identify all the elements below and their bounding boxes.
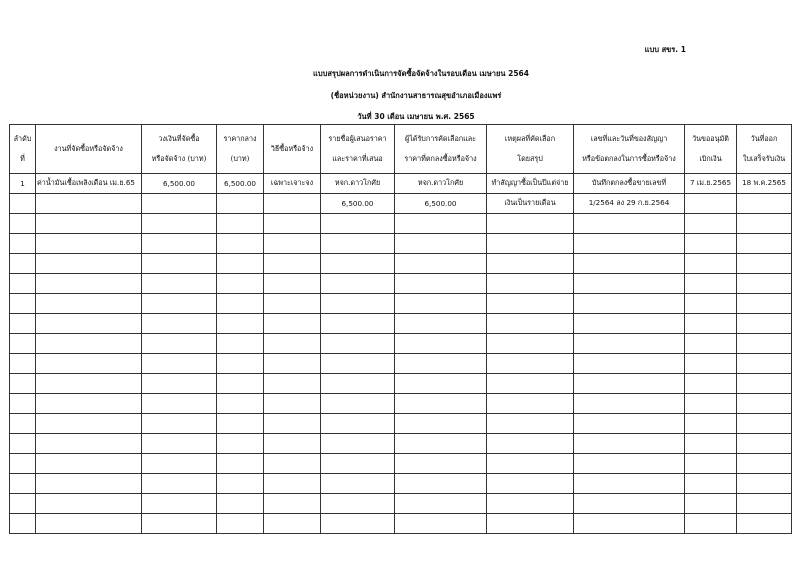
table-cell bbox=[264, 314, 321, 334]
report-date: วันที่ 30 เดือน เมษายน พ.ศ. 2565 bbox=[357, 112, 475, 121]
table-cell bbox=[36, 354, 142, 374]
table-cell bbox=[10, 234, 36, 254]
table-cell bbox=[685, 514, 737, 534]
table-row bbox=[10, 454, 792, 474]
table-cell bbox=[574, 454, 685, 474]
table-cell bbox=[10, 334, 36, 354]
table-cell bbox=[487, 234, 574, 254]
table-cell bbox=[321, 214, 395, 234]
table-cell bbox=[685, 194, 737, 214]
column-header-line: ที่ bbox=[20, 154, 25, 163]
table-row bbox=[10, 294, 792, 314]
table-cell bbox=[487, 454, 574, 474]
table-cell: หจก.ดาวโกศัย bbox=[395, 174, 487, 194]
table-cell bbox=[264, 354, 321, 374]
table-cell bbox=[264, 334, 321, 354]
table-cell bbox=[737, 514, 792, 534]
table-cell bbox=[217, 334, 264, 354]
table-cell bbox=[487, 494, 574, 514]
table-cell bbox=[395, 314, 487, 334]
table-cell bbox=[36, 334, 142, 354]
table-cell bbox=[487, 374, 574, 394]
table-cell bbox=[685, 414, 737, 434]
table-cell bbox=[264, 514, 321, 534]
table-cell bbox=[321, 414, 395, 434]
table-cell bbox=[321, 234, 395, 254]
table-cell bbox=[10, 414, 36, 434]
table-cell bbox=[737, 434, 792, 454]
table-cell bbox=[685, 334, 737, 354]
table-cell bbox=[395, 474, 487, 494]
table-cell bbox=[142, 274, 217, 294]
table-cell bbox=[321, 274, 395, 294]
table-cell bbox=[10, 194, 36, 214]
table-cell bbox=[321, 354, 395, 374]
table-cell bbox=[395, 254, 487, 274]
table-cell: หจก.ดาวโกศัย bbox=[321, 174, 395, 194]
table-cell: เฉพาะเจาะจง bbox=[264, 174, 321, 194]
column-header-line: รายชื่อผู้เสนอราคา bbox=[328, 134, 387, 143]
table-cell bbox=[321, 514, 395, 534]
header-item bbox=[36, 125, 142, 174]
table-cell bbox=[10, 294, 36, 314]
table-cell bbox=[487, 354, 574, 374]
column-header-line: ลำดับ bbox=[13, 134, 32, 143]
table-cell bbox=[574, 354, 685, 374]
header-contract bbox=[574, 125, 685, 174]
table-cell bbox=[487, 514, 574, 534]
table-cell bbox=[574, 254, 685, 274]
table-cell bbox=[217, 494, 264, 514]
table-cell bbox=[321, 454, 395, 474]
table-cell bbox=[264, 234, 321, 254]
table-cell bbox=[574, 434, 685, 454]
table-cell bbox=[217, 354, 264, 374]
table-cell bbox=[142, 254, 217, 274]
table-cell bbox=[487, 334, 574, 354]
table-cell bbox=[574, 394, 685, 414]
table-cell bbox=[264, 434, 321, 454]
column-header-line: เหตุผลที่คัดเลือก bbox=[504, 134, 556, 143]
table-cell bbox=[487, 474, 574, 494]
table-cell bbox=[685, 214, 737, 234]
table-cell: 7 เม.ย.2565 bbox=[685, 174, 737, 194]
table-cell bbox=[395, 274, 487, 294]
table-cell: ทำสัญญาซื้อเป็นปีแต่จ่าย bbox=[487, 174, 574, 194]
table-row bbox=[10, 494, 792, 514]
table-cell bbox=[142, 494, 217, 514]
table-cell bbox=[737, 254, 792, 274]
table-cell bbox=[217, 214, 264, 234]
table-cell bbox=[487, 294, 574, 314]
table-cell bbox=[737, 214, 792, 234]
table-row bbox=[10, 514, 792, 534]
table-cell bbox=[685, 254, 737, 274]
table-header-row bbox=[10, 125, 792, 174]
table-cell bbox=[737, 474, 792, 494]
table-cell bbox=[321, 434, 395, 454]
table-cell bbox=[142, 414, 217, 434]
table-row bbox=[10, 194, 792, 214]
table-row bbox=[10, 234, 792, 254]
table-cell bbox=[142, 194, 217, 214]
table-cell bbox=[10, 314, 36, 334]
table-cell bbox=[10, 434, 36, 454]
header-budget bbox=[142, 125, 217, 174]
table-cell bbox=[395, 234, 487, 254]
table-cell bbox=[36, 374, 142, 394]
table-body bbox=[10, 174, 792, 534]
table-cell bbox=[264, 454, 321, 474]
table-cell bbox=[685, 434, 737, 454]
table-cell bbox=[487, 394, 574, 414]
table-cell: 1 bbox=[10, 174, 36, 194]
table-cell bbox=[487, 274, 574, 294]
column-header-line: หรือจัดจ้าง (บาท) bbox=[151, 154, 207, 163]
table-cell bbox=[395, 514, 487, 534]
table-cell bbox=[685, 314, 737, 334]
table-cell bbox=[10, 254, 36, 274]
table-cell bbox=[36, 294, 142, 314]
column-header-line: วงเงินที่จัดซื้อ bbox=[158, 134, 200, 143]
table-cell bbox=[737, 274, 792, 294]
table-cell bbox=[217, 414, 264, 434]
table-cell bbox=[142, 454, 217, 474]
table-cell bbox=[217, 234, 264, 254]
header-reason bbox=[487, 125, 574, 174]
table-cell bbox=[574, 314, 685, 334]
table-cell bbox=[36, 494, 142, 514]
table-cell bbox=[217, 454, 264, 474]
table-cell bbox=[737, 414, 792, 434]
column-header-line: ราคากลาง bbox=[223, 134, 257, 143]
table-cell bbox=[142, 294, 217, 314]
table-cell bbox=[574, 334, 685, 354]
table-cell bbox=[737, 354, 792, 374]
table-cell bbox=[217, 474, 264, 494]
table-cell bbox=[685, 454, 737, 474]
table-cell bbox=[574, 274, 685, 294]
table-row bbox=[10, 394, 792, 414]
table-cell bbox=[10, 454, 36, 474]
table-cell: 6,500.00 bbox=[395, 194, 487, 214]
column-header-line: และราคาที่เสนอ bbox=[332, 154, 383, 163]
table-cell: 6,500.00 bbox=[217, 174, 264, 194]
table-cell bbox=[264, 194, 321, 214]
column-header-line: หรือข้อตกลงในการซื้อหรือจ้าง bbox=[582, 154, 676, 163]
table-cell bbox=[395, 374, 487, 394]
table-cell bbox=[395, 354, 487, 374]
table-cell bbox=[10, 274, 36, 294]
column-header-line: วันขออนุมัติ bbox=[692, 134, 729, 143]
table-cell bbox=[737, 494, 792, 514]
table-cell bbox=[36, 274, 142, 294]
header-bidders bbox=[321, 125, 395, 174]
table-cell bbox=[264, 254, 321, 274]
table-cell bbox=[217, 374, 264, 394]
table-cell bbox=[36, 474, 142, 494]
table-cell bbox=[142, 334, 217, 354]
table-cell bbox=[574, 294, 685, 314]
table-cell bbox=[36, 454, 142, 474]
table-cell bbox=[217, 434, 264, 454]
table-cell bbox=[36, 234, 142, 254]
table-row bbox=[10, 354, 792, 374]
table-cell bbox=[36, 214, 142, 234]
table-row bbox=[10, 214, 792, 234]
table-cell bbox=[10, 494, 36, 514]
table-cell bbox=[264, 414, 321, 434]
table-cell bbox=[487, 434, 574, 454]
column-header-line: เลขที่และวันที่ของสัญญา bbox=[590, 134, 668, 143]
table-cell: เงินเป็นรายเดือน bbox=[487, 194, 574, 214]
table-cell bbox=[395, 294, 487, 314]
header-method bbox=[264, 125, 321, 174]
form-code: แบบ สขร. 1 bbox=[644, 45, 686, 54]
agency-name: (ชื่อหน่วยงาน) สำนักงานสาธารณสุขอำเภอเมืองแพร่ bbox=[330, 91, 502, 100]
table-cell bbox=[574, 234, 685, 254]
table-cell bbox=[10, 374, 36, 394]
table-cell bbox=[685, 394, 737, 414]
table-cell bbox=[217, 394, 264, 414]
table-cell bbox=[737, 334, 792, 354]
table-cell bbox=[487, 314, 574, 334]
header-receipt-date bbox=[737, 125, 792, 174]
table-cell bbox=[10, 514, 36, 534]
column-header-line: โดยสรุป bbox=[517, 154, 543, 163]
table-cell bbox=[395, 394, 487, 414]
table-row bbox=[10, 434, 792, 454]
table-row bbox=[10, 474, 792, 494]
table-cell bbox=[142, 514, 217, 534]
table-cell bbox=[321, 474, 395, 494]
table-cell bbox=[574, 514, 685, 534]
table-cell bbox=[217, 274, 264, 294]
table-cell bbox=[264, 274, 321, 294]
table-cell bbox=[395, 214, 487, 234]
column-header-line: วิธีซื้อหรือจ้าง bbox=[270, 144, 314, 153]
table-row bbox=[10, 334, 792, 354]
table-cell bbox=[685, 494, 737, 514]
table-cell bbox=[737, 394, 792, 414]
table-cell bbox=[217, 514, 264, 534]
table-cell bbox=[142, 214, 217, 234]
table-cell bbox=[36, 254, 142, 274]
table-cell bbox=[36, 414, 142, 434]
table-cell bbox=[574, 474, 685, 494]
table-row bbox=[10, 274, 792, 294]
table-cell bbox=[36, 194, 142, 214]
column-header-line: (บาท) bbox=[230, 154, 250, 163]
column-header-line: เบิกเงิน bbox=[699, 154, 722, 163]
table-cell: 6,500.00 bbox=[142, 174, 217, 194]
table-cell bbox=[395, 494, 487, 514]
table-cell: 1/2564 ลง 29 ก.ย.2564 bbox=[574, 194, 685, 214]
table-cell bbox=[10, 394, 36, 414]
table-cell bbox=[142, 314, 217, 334]
table-cell bbox=[685, 294, 737, 314]
table-cell bbox=[685, 274, 737, 294]
table-cell bbox=[487, 254, 574, 274]
header-reference-price bbox=[217, 125, 264, 174]
table-row bbox=[10, 174, 792, 194]
table-cell bbox=[217, 294, 264, 314]
column-header-line: วันที่ออก bbox=[750, 134, 778, 143]
table-cell bbox=[36, 394, 142, 414]
table-cell bbox=[685, 234, 737, 254]
table-cell bbox=[737, 454, 792, 474]
table-cell: 18 พ.ค.2565 bbox=[737, 174, 792, 194]
table-cell bbox=[264, 394, 321, 414]
procurement-summary-table bbox=[9, 124, 792, 534]
table-cell bbox=[574, 374, 685, 394]
table-cell bbox=[142, 394, 217, 414]
table-cell bbox=[36, 314, 142, 334]
table-cell bbox=[737, 374, 792, 394]
table-cell bbox=[321, 494, 395, 514]
table-cell bbox=[321, 334, 395, 354]
table-cell bbox=[264, 374, 321, 394]
table-cell: บันทึกตกลงซื้อขายเลขที่ bbox=[574, 174, 685, 194]
table-cell bbox=[737, 194, 792, 214]
table-cell bbox=[321, 374, 395, 394]
table-row bbox=[10, 374, 792, 394]
header-approval-date bbox=[685, 125, 737, 174]
header-selected-vendor bbox=[395, 125, 487, 174]
table-cell bbox=[685, 354, 737, 374]
table-cell bbox=[217, 254, 264, 274]
table-cell bbox=[264, 214, 321, 234]
table-cell bbox=[685, 474, 737, 494]
table-cell bbox=[685, 374, 737, 394]
table-cell: ค่าน้ำมันเชื้อเพลิงเดือน เม.ย.65 bbox=[36, 174, 142, 194]
table-cell bbox=[321, 254, 395, 274]
column-header-line: ใบเสร็จรับเงิน bbox=[742, 154, 786, 163]
table-cell bbox=[142, 434, 217, 454]
table-cell bbox=[264, 294, 321, 314]
table-cell bbox=[321, 394, 395, 414]
table-cell: 6,500.00 bbox=[321, 194, 395, 214]
table-cell bbox=[737, 314, 792, 334]
table-cell bbox=[574, 494, 685, 514]
table-cell bbox=[487, 214, 574, 234]
table-cell bbox=[321, 314, 395, 334]
table-row bbox=[10, 314, 792, 334]
table-cell bbox=[36, 514, 142, 534]
table-row bbox=[10, 414, 792, 434]
table-cell bbox=[321, 294, 395, 314]
table-cell bbox=[10, 354, 36, 374]
report-title: แบบสรุปผลการดำเนินการจัดซื้อจัดจ้างในรอบเดือน เมษายน 2564 bbox=[313, 69, 529, 78]
table-cell bbox=[395, 334, 487, 354]
table-cell bbox=[217, 194, 264, 214]
column-header-line: งานที่จัดซื้อหรือจัดจ้าง bbox=[54, 144, 123, 153]
table-cell bbox=[264, 494, 321, 514]
table-cell bbox=[10, 474, 36, 494]
table-cell bbox=[10, 214, 36, 234]
table-cell bbox=[217, 314, 264, 334]
table-cell bbox=[574, 214, 685, 234]
table-cell bbox=[737, 234, 792, 254]
table-row bbox=[10, 254, 792, 274]
table-cell bbox=[264, 474, 321, 494]
table-cell bbox=[574, 414, 685, 434]
table-cell bbox=[142, 474, 217, 494]
table-cell bbox=[395, 454, 487, 474]
table-cell bbox=[142, 234, 217, 254]
column-header-line: ผู้ได้รับการคัดเลือกและ bbox=[404, 134, 477, 143]
column-header-line: ราคาที่ตกลงซื้อหรือจ้าง bbox=[404, 154, 477, 163]
table-cell bbox=[36, 434, 142, 454]
table-cell bbox=[142, 374, 217, 394]
table-cell bbox=[487, 414, 574, 434]
table-cell bbox=[737, 294, 792, 314]
table-cell bbox=[395, 434, 487, 454]
table-cell bbox=[142, 354, 217, 374]
header-no bbox=[10, 125, 36, 174]
table-cell bbox=[395, 414, 487, 434]
